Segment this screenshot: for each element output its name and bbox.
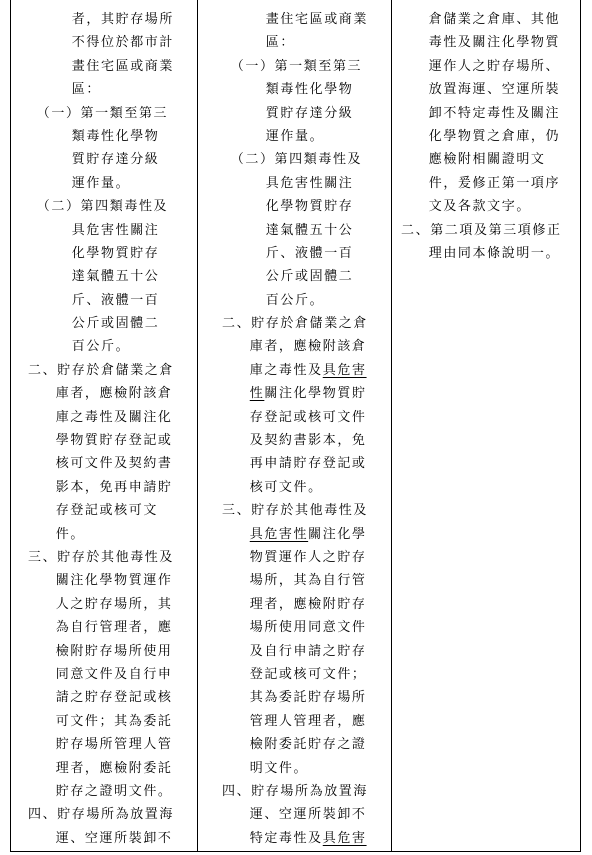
text-line-content: 二、第二項及第三項修正: [401, 222, 562, 238]
text-line-content: 四、貯存場所為放置海: [222, 783, 369, 799]
text-line-content: 二、貯存於倉儲業之倉: [222, 316, 369, 332]
text-line-content: 庫者，應檢附該倉: [55, 386, 173, 402]
text-line: [222, 265, 394, 288]
text-line: [222, 289, 394, 312]
text-line: [401, 219, 579, 242]
text-line: [222, 476, 394, 499]
text-line: [28, 640, 200, 663]
text-line-content: 不得位於都市計: [71, 35, 174, 51]
text-line: [222, 219, 394, 242]
text-line-content: 公斤或固體二: [71, 316, 160, 332]
text-line: [222, 710, 394, 733]
text-line-content: 畫住宅區或商業: [71, 58, 174, 74]
text-line-content: 再申請貯存登記或: [249, 456, 367, 472]
text-line: [222, 780, 394, 803]
text-line: [28, 148, 200, 171]
text-line-content: 可文件；其為委託: [55, 713, 173, 729]
underlined-amendment: 具危害: [322, 362, 367, 378]
text-line: [222, 640, 394, 663]
text-line: [222, 359, 394, 382]
text-line: [401, 8, 579, 31]
text-line-content: 庫者，應檢附該倉: [249, 339, 367, 355]
text-line: [28, 8, 200, 31]
text-line-content: 關注化學物質運作: [55, 573, 173, 589]
text-line-content: 件。: [55, 526, 85, 542]
text-line-content: [250, 359, 367, 382]
text-line: [222, 102, 394, 125]
text-line: [401, 31, 579, 54]
text-line: [28, 219, 200, 242]
text-line: [222, 125, 394, 148]
text-line-content: 運、空運所裝卸不: [55, 830, 173, 846]
text-line: [28, 359, 200, 382]
text-line: [28, 265, 200, 288]
text-line-content: （一）第一類至第三: [230, 58, 363, 74]
text-line: [222, 827, 394, 850]
text-line: [28, 546, 200, 569]
text-segment: 關注化學: [308, 526, 367, 542]
text-line-content: 達氣體五十公: [71, 269, 160, 285]
text-line-content: 應檢附相關證明文: [428, 152, 546, 168]
text-line-content: 存登記或核可文件: [249, 409, 367, 425]
text-line-content: 理者，應檢附貯存: [249, 596, 367, 612]
text-line-content: 達氣體五十公: [265, 222, 354, 238]
text-line-content: 檢附貯存場所使用: [55, 643, 173, 659]
text-line-content: 檢附委託貯存之證: [249, 737, 367, 753]
text-line-content: 二、貯存於倉儲業之倉: [28, 362, 175, 378]
text-line: [401, 148, 579, 171]
text-line-content: 及自行申請之貯存: [249, 643, 367, 659]
text-line: [222, 78, 394, 101]
text-line-content: 類毒性化學物: [265, 82, 354, 98]
text-line-content: 及契約書影本，免: [249, 433, 367, 449]
text-line: [401, 195, 579, 218]
text-line-content: 畫住宅區或商業: [265, 12, 368, 27]
text-line-content: 請之貯存登記或核: [55, 690, 173, 706]
column-explanation: [401, 8, 579, 265]
text-line-content: 物質運作人之貯存: [249, 549, 367, 565]
text-line: [28, 569, 200, 592]
text-line-content: 百公斤。: [71, 339, 131, 355]
text-line-content: [250, 827, 367, 850]
text-line-content: （一）第一類至第三: [36, 105, 169, 121]
text-line-content: 化學物質之倉庫，仍: [428, 128, 561, 144]
text-line: [401, 78, 579, 101]
text-line-content: 化學物質貯存: [265, 199, 354, 215]
text-line: [28, 686, 200, 709]
text-line: [28, 289, 200, 312]
text-line-content: 明文件。: [249, 760, 309, 776]
text-line-content: 場所使用同意文件: [249, 620, 367, 636]
text-segment: 庫之毒性及: [249, 362, 323, 378]
text-line: [401, 55, 579, 78]
text-line: [222, 663, 394, 686]
text-line: [222, 593, 394, 616]
text-line: [222, 499, 394, 522]
text-line: [28, 593, 200, 616]
text-line-content: 運作量。: [265, 128, 325, 144]
text-line: [401, 125, 579, 148]
text-line-content: 運作量。: [71, 175, 131, 191]
text-line-content: 卸不特定毒性及關注: [428, 105, 561, 121]
text-line: [28, 476, 200, 499]
text-line: [28, 757, 200, 780]
text-line-content: 放置海運、空運所裝: [428, 82, 561, 98]
text-line-content: 場所，其為自行管: [249, 573, 367, 589]
underlined-amendment: 性: [249, 386, 265, 402]
text-line-content: 件，爰修正第一項序: [428, 175, 561, 191]
text-line: [222, 429, 394, 452]
text-line-content: 核可文件及契約書: [55, 456, 173, 472]
text-line: [28, 780, 200, 803]
text-segment: 關注化學物質貯: [264, 386, 367, 402]
text-line-content: 核可文件。: [249, 479, 323, 495]
text-line-content: 者，其貯存場所: [71, 12, 174, 27]
text-line-content: 運、空運所裝卸不: [249, 807, 367, 823]
text-line: [222, 55, 394, 78]
text-line: [222, 686, 394, 709]
text-line-content: 為自行管理者，應: [55, 620, 173, 636]
text-line-content: 學物質貯存登記或: [55, 433, 173, 449]
text-line-content: 質貯存達分級: [265, 105, 354, 121]
text-line-content: 影本，免再申請貯: [55, 479, 173, 495]
text-line: [28, 195, 200, 218]
text-line: [222, 523, 394, 546]
text-line-content: （二）第四類毒性及: [230, 152, 363, 168]
text-segment: 特定毒性及: [249, 830, 323, 846]
text-line: [28, 312, 200, 335]
text-line-content: 貯存之證明文件。: [55, 783, 173, 799]
text-line: [222, 406, 394, 429]
text-line-content: 類毒性化學物: [71, 128, 160, 144]
text-line-content: 管理人管理者，應: [249, 713, 367, 729]
text-line-content: 貯存場所管理人管: [55, 737, 173, 753]
text-line: [222, 31, 394, 54]
text-line-content: 理由同本條說明一。: [428, 245, 561, 261]
text-line: [28, 733, 200, 756]
text-line: [222, 546, 394, 569]
text-line-content: 質貯存達分級: [71, 152, 160, 168]
text-line: [222, 452, 394, 475]
text-line: [28, 616, 200, 639]
column-current-text: [222, 8, 394, 850]
text-line-content: 文及各款文字。: [428, 199, 531, 215]
text-line-content: 登記或核可文件；: [249, 666, 367, 682]
text-line: [401, 242, 579, 265]
text-line: [222, 733, 394, 756]
text-line-content: 庫之毒性及關注化: [55, 409, 173, 425]
text-line: [222, 569, 394, 592]
text-line: [222, 195, 394, 218]
column-amended-text: [28, 8, 200, 850]
text-line: [222, 382, 394, 405]
underlined-amendment: 具危害: [322, 830, 367, 846]
text-line-content: 具危害性關注: [71, 222, 160, 238]
text-line: [28, 172, 200, 195]
text-line: [222, 616, 394, 639]
text-line: [28, 663, 200, 686]
text-line-content: 公斤或固體二: [265, 269, 354, 285]
text-line-content: 百公斤。: [265, 292, 325, 308]
text-line: [401, 102, 579, 125]
text-line: [222, 8, 394, 31]
text-line-content: 區：: [71, 82, 101, 98]
text-line: [222, 242, 394, 265]
text-line: [28, 499, 200, 522]
text-line-content: 毒性及關注化學物質: [428, 35, 561, 51]
text-line: [28, 827, 200, 850]
text-line: [28, 710, 200, 733]
text-line: [222, 757, 394, 780]
text-line: [222, 172, 394, 195]
text-line-content: [250, 382, 367, 405]
text-line: [28, 803, 200, 826]
text-line: [222, 312, 394, 335]
underlined-amendment: 具危害性: [249, 526, 309, 542]
text-line: [401, 172, 579, 195]
text-line-content: 三、貯存於其他毒性及: [222, 503, 369, 519]
text-line-content: 具危害性關注: [265, 175, 354, 191]
text-line-content: 存登記或核可文: [55, 503, 158, 519]
text-line: [222, 148, 394, 171]
text-line: [28, 31, 200, 54]
text-line-content: 斤、液體一百: [71, 292, 160, 308]
text-line-content: （二）第四類毒性及: [36, 199, 169, 215]
text-line-content: 其為委託貯存場所: [249, 690, 367, 706]
text-line: [222, 335, 394, 358]
text-line: [28, 78, 200, 101]
text-line-content: 倉儲業之倉庫、其他: [428, 12, 561, 27]
text-line-content: [250, 523, 367, 546]
text-line-content: 四、貯存場所為放置海: [28, 807, 175, 823]
text-line: [222, 803, 394, 826]
text-line: [28, 523, 200, 546]
text-line: [28, 242, 200, 265]
text-line-content: 區：: [265, 35, 295, 51]
text-line-content: 化學物質貯存: [71, 245, 160, 261]
text-line-content: 理者，應檢附委託: [55, 760, 173, 776]
text-line: [28, 55, 200, 78]
text-line: [28, 125, 200, 148]
text-line-content: 同意文件及自行申: [55, 666, 173, 682]
text-line: [28, 452, 200, 475]
text-line-content: 運作人之貯存場所、: [428, 58, 561, 74]
text-line: [28, 102, 200, 125]
text-line-content: 人之貯存場所，其: [55, 596, 173, 612]
text-line-content: 三、貯存於其他毒性及: [28, 549, 175, 565]
text-line: [28, 429, 200, 452]
text-line-content: 斤、液體一百: [265, 245, 354, 261]
text-line: [28, 382, 200, 405]
text-line: [28, 335, 200, 358]
text-line: [28, 406, 200, 429]
